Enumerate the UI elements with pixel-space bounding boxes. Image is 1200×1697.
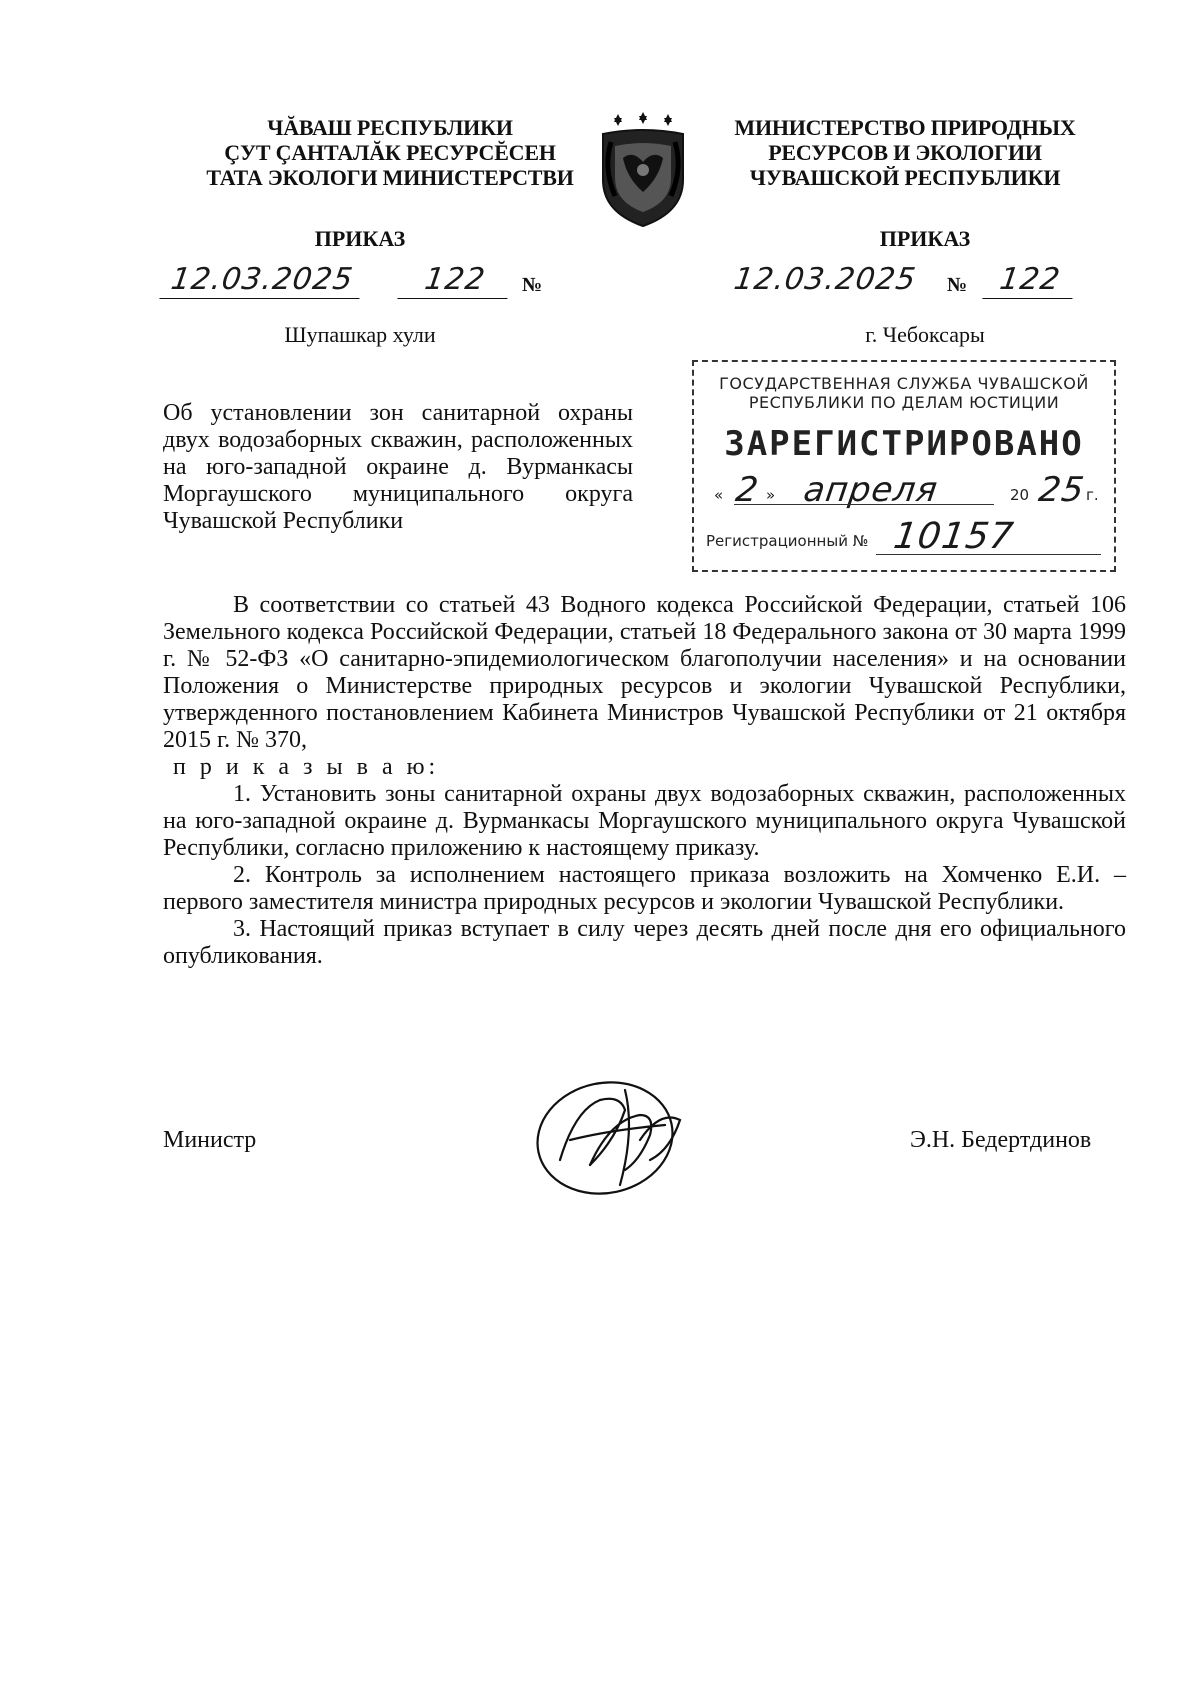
city-left: Шупашкар хули xyxy=(284,322,436,347)
stamp-reg-number: 10157 xyxy=(891,516,1017,557)
order-item-3: 3. Настоящий приказ вступает в силу через десять дней после дня его официального опубликования. xyxy=(163,916,1126,969)
stamp-agency-line-1: ГОСУДАРСТВЕННАЯ СЛУЖБА ЧУВАШСКОЙ xyxy=(719,374,1089,393)
header-left xyxy=(200,115,580,190)
stamp-year-suffix: 25 xyxy=(1036,470,1088,510)
document-title: Об установлении зон санитарной охраны двух водозаборных скважин, расположенных на юго-западной окраине д. Вурманкасы Моргаушского муниципального округа Чувашской Республики xyxy=(163,400,633,534)
stamp-date-line xyxy=(734,504,994,505)
header-right xyxy=(730,115,1080,190)
stamp-agency-line-2: РЕСПУБЛИКИ ПО ДЕЛАМ ЮСТИЦИИ xyxy=(748,393,1060,412)
document-body xyxy=(163,592,1126,970)
order-number-left: 122 xyxy=(397,262,512,299)
stamp-reg-row xyxy=(694,514,1114,558)
order-item-2: 2. Контроль за исполнением настоящего приказа возложить на Хомченко Е.И. – первого заместителя министра природных ресурсов и экологии Чувашской Республики. xyxy=(163,862,1126,915)
order-date-left: 12.03.2025 xyxy=(159,262,364,299)
signatory-position: Министр xyxy=(163,1127,257,1153)
stamp-registered: ЗАРЕГИСТРИРОВАНО xyxy=(724,424,1084,464)
city-right: г. Чебоксары xyxy=(865,322,985,347)
header-left-line-1: ЧĂВАШ РЕСПУБЛИКИ xyxy=(267,115,513,140)
order-title-left: ПРИКАЗ xyxy=(314,226,406,251)
stamp-year-unit: г. xyxy=(1086,486,1099,504)
stamp-month: апреля xyxy=(801,470,941,510)
coat-of-arms-icon xyxy=(593,108,693,230)
handwritten-signature xyxy=(530,1070,690,1200)
stamp-reg-label: Регистрационный № xyxy=(706,532,869,550)
header-right-line-2: РЕСУРСОВ И ЭКОЛОГИИ xyxy=(768,140,1042,165)
header-left-line-3: ТАТА ЭКОЛОГИ МИНИСТЕРСТВИ xyxy=(206,165,574,190)
signatory-name: Э.Н. Бедертдинов xyxy=(910,1127,1092,1153)
stamp-reg-line xyxy=(876,554,1101,555)
order-number-right: 122 xyxy=(982,262,1077,299)
order-title-right: ПРИКАЗ xyxy=(879,226,971,251)
registration-stamp xyxy=(692,360,1116,572)
stamp-date-row xyxy=(694,470,1114,510)
stamp-quote-open: « xyxy=(714,486,724,504)
number-sign-right: № xyxy=(947,274,968,296)
header-left-line-2: ÇУТ ÇАНТАЛĂК РЕСУРСĔСЕН xyxy=(224,140,556,165)
stamp-year-prefix: 20 xyxy=(1010,486,1030,504)
header-right-line-1: МИНИСТЕРСТВО ПРИРОДНЫХ xyxy=(734,115,1076,140)
number-sign-left: № xyxy=(522,274,543,296)
order-date-right: 12.03.2025 xyxy=(731,262,919,297)
preamble-paragraph: В соответствии со статьей 43 Водного кодекса Российской Федерации, статьей 106 Земельного кодекса Российской Федерации, статьей 18 Федерального закона от 30 марта 1999 г. № 52-ФЗ «О санитарно-эпидемиологическом благополучии населения» и на основании Положения о Министерстве природных ресурсов и экологии Чувашской Республики, утвержденного постановлением Кабинета Министров Чувашской Республики от 21 октября 2015 г. № 370, xyxy=(163,592,1126,753)
header-right-line-3: ЧУВАШСКОЙ РЕСПУБЛИКИ xyxy=(749,165,1061,190)
order-item-1: 1. Установить зоны санитарной охраны двух водозаборных скважин, расположенных на юго-западной окраине д. Вурманкасы Моргаушского муниципального округа Чувашской Республики, согласно приложению к настоящему приказу. xyxy=(163,781,1126,861)
order-word: п р и к а з ы в а ю: xyxy=(173,754,440,780)
stamp-quote-close: » xyxy=(766,486,776,504)
stamp-day: 2 xyxy=(733,470,762,510)
